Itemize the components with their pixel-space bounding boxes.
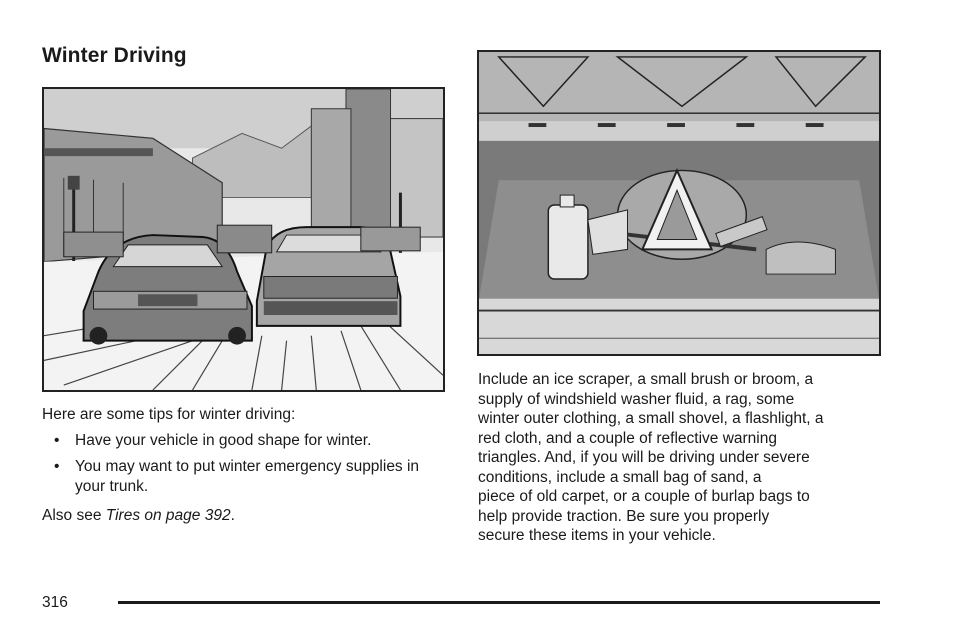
paragraph-line: conditions, include a small bag of sand, a xyxy=(478,468,762,486)
tips-intro: Here are some tips for winter driving: xyxy=(42,406,296,423)
page-number: 316 xyxy=(42,594,68,611)
also-see-prefix: Also see xyxy=(42,507,106,524)
trunk-supplies-paragraph xyxy=(478,370,888,546)
list-item-text: Have your vehicle in good shape for winter. xyxy=(75,432,372,449)
bullet-icon: • xyxy=(54,432,60,449)
paragraph-line: piece of old carpet, or a couple of burlap bags to xyxy=(478,488,810,505)
also-see-line xyxy=(42,506,235,526)
paragraph-line: supply of windshield washer fluid, a rag, some xyxy=(478,390,795,408)
bullet-icon: • xyxy=(54,458,60,475)
paragraph-line: help provide traction. Be sure you properly xyxy=(478,507,770,525)
list-item xyxy=(42,457,422,497)
winter-street-illustration xyxy=(42,87,445,392)
also-see-suffix: . xyxy=(230,507,235,524)
footer-rule xyxy=(118,601,880,604)
trunk-emergency-kit-illustration xyxy=(477,50,881,356)
paragraph-line: triangles. And, if you will be driving under severe xyxy=(478,449,810,466)
section-heading: Winter Driving xyxy=(42,44,187,67)
tips-list xyxy=(42,431,422,503)
paragraph-line: secure these items in your vehicle. xyxy=(478,527,716,544)
cross-reference-link[interactable]: Tires on page 392 xyxy=(105,507,231,524)
paragraph-line: winter outer clothing, a small shovel, a flashlight, a xyxy=(478,410,824,427)
list-item-text: You may want to put winter emergency supplies in your trunk. xyxy=(75,458,420,495)
paragraph-line: Include an ice scraper, a small brush or broom, a xyxy=(478,371,814,388)
paragraph-line: red cloth, and a couple of reflective warning xyxy=(478,429,777,447)
list-item xyxy=(42,431,422,451)
